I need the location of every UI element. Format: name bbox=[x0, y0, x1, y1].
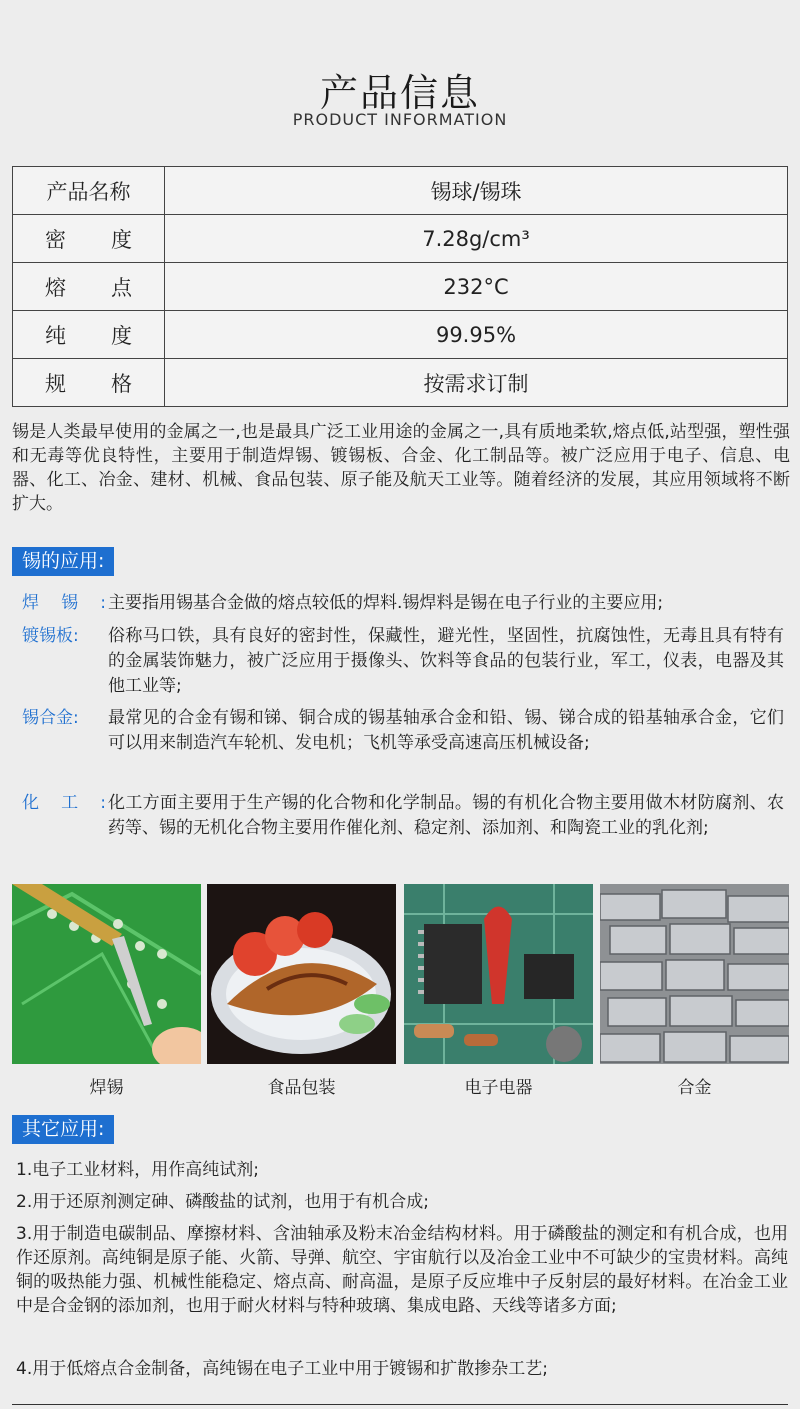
other-use-item: 1.电子工业材料，用作高纯试剂; bbox=[16, 1160, 259, 1180]
label-char: 熔 bbox=[45, 275, 66, 300]
intro-paragraph: 锡是人类最早使用的金属之一,也是最具广泛工业用途的金属之一,具有质地柔软,熔点低,站型强，塑性强和无毒等优良特性，主要用于制造焊锡、镀锡板、合金、化工制品等。被广泛应用于电子、信息、电器、化工、冶金、建材、机械、食品包装、原子能及航天工业等。随着经济的发展，其应用领域将不断扩大。 bbox=[12, 422, 790, 514]
application-item bbox=[22, 791, 784, 841]
application-text: 化工方面主要用于生产锡的化合物和化学制品。锡的有机化合物主要用做木材防腐剂、农药等、锡的无机化合物主要用作催化剂、稳定剂、添加剂、和陶瓷工业的乳化剂; bbox=[108, 793, 784, 838]
spec-key bbox=[13, 311, 165, 359]
spec-value: 按需求订制 bbox=[165, 359, 788, 407]
alloy-ingots-photo bbox=[600, 884, 789, 1064]
application-item bbox=[22, 624, 784, 699]
table-row bbox=[13, 167, 788, 215]
bottom-divider bbox=[12, 1404, 788, 1405]
spec-table bbox=[12, 166, 788, 407]
spaced-key bbox=[13, 224, 164, 254]
application-text: 俗称马口铁，具有良好的密封性，保藏性，避光性，坚固性，抗腐蚀性，无毒且具有特有的金属装饰魅力，被广泛应用于摄像头、饮料等食品的包装行业，军工，仪表，电器及其他工业等; bbox=[108, 626, 784, 696]
label-char: 焊 bbox=[22, 593, 39, 613]
label-char: 度 bbox=[111, 227, 132, 252]
spaced-key bbox=[13, 368, 164, 398]
application-item bbox=[22, 706, 784, 756]
label-char: 规 bbox=[45, 371, 66, 396]
application-label bbox=[22, 791, 106, 816]
spec-value: 锡球/锡珠 bbox=[165, 167, 788, 215]
label-char: : bbox=[100, 793, 106, 813]
other-use-item: 4.用于低熔点合金制备，高纯锡在电子工业中用于镀锡和扩散掺杂工艺; bbox=[16, 1359, 548, 1379]
food-packaging-photo bbox=[207, 884, 396, 1064]
other-uses-heading: 其它应用: bbox=[12, 1115, 114, 1144]
gallery-caption: 焊锡 bbox=[89, 1078, 124, 1098]
application-label bbox=[22, 591, 106, 616]
spec-key bbox=[13, 215, 165, 263]
gallery-caption: 电子电器 bbox=[464, 1078, 533, 1098]
label-char: 度 bbox=[111, 323, 132, 348]
spec-value: 232°C bbox=[165, 263, 788, 311]
spec-key: 产品名称 bbox=[13, 167, 165, 215]
spec-value: 99.95% bbox=[165, 311, 788, 359]
application-label: 锡合金: bbox=[22, 708, 79, 728]
table-row bbox=[13, 359, 788, 407]
other-use-item: 3.用于制造电碳制品、摩擦材料、含油轴承及粉末冶金结构材料。用于磷酸盐的测定和有机合成，也用作还原剂。高纯铜是原子能、火箭、导弹、航空、宇宙航行以及冶金工业中不可缺少的宝贵材料。高纯铜的吸热能力强、机械性能稳定、熔点高、耐高温，是原子反应堆中子反射层的最好材料。在冶金工业中是合金钢的添加剂，也用于耐火材料与特种玻璃、集成电路、天线等诸多方面; bbox=[16, 1224, 788, 1316]
table-row bbox=[13, 311, 788, 359]
soldering-photo bbox=[12, 884, 201, 1064]
spaced-key bbox=[13, 272, 164, 302]
application-label: 镀锡板: bbox=[22, 626, 79, 646]
gallery-caption: 合金 bbox=[677, 1078, 712, 1098]
electronics-photo bbox=[404, 884, 593, 1064]
other-use-item: 2.用于还原剂测定砷、磷酸盐的试剂，也用于有机合成; bbox=[16, 1192, 429, 1212]
spec-value: 7.28g/cm³ bbox=[165, 215, 788, 263]
applications-heading: 锡的应用: bbox=[12, 547, 114, 576]
application-text: 主要指用锡基合金做的熔点较低的焊料.锡焊料是锡在电子行业的主要应用; bbox=[108, 593, 664, 613]
page-subtitle: PRODUCT INFORMATION bbox=[292, 110, 508, 129]
label-char: 化 bbox=[22, 793, 39, 813]
application-text: 最常见的合金有锡和锑、铜合成的锡基轴承合金和铅、锡、锑合成的铅基轴承合金，它们可以用来制造汽车轮机、发电机；飞机等承受高速高压机械设备; bbox=[108, 708, 784, 753]
page-title: 产品信息 bbox=[319, 71, 480, 115]
table-row bbox=[13, 263, 788, 311]
label-char: 纯 bbox=[45, 323, 66, 348]
label-char: : bbox=[100, 593, 106, 613]
spec-key bbox=[13, 263, 165, 311]
gallery-caption: 食品包装 bbox=[267, 1078, 336, 1098]
spaced-key bbox=[13, 320, 164, 350]
label-char: 锡 bbox=[61, 593, 79, 613]
label-char: 格 bbox=[111, 371, 132, 396]
spec-key bbox=[13, 359, 165, 407]
label-char: 工 bbox=[61, 793, 79, 813]
table-row bbox=[13, 215, 788, 263]
application-item bbox=[22, 591, 784, 616]
label-char: 密 bbox=[45, 227, 66, 252]
label-char: 点 bbox=[111, 275, 132, 300]
